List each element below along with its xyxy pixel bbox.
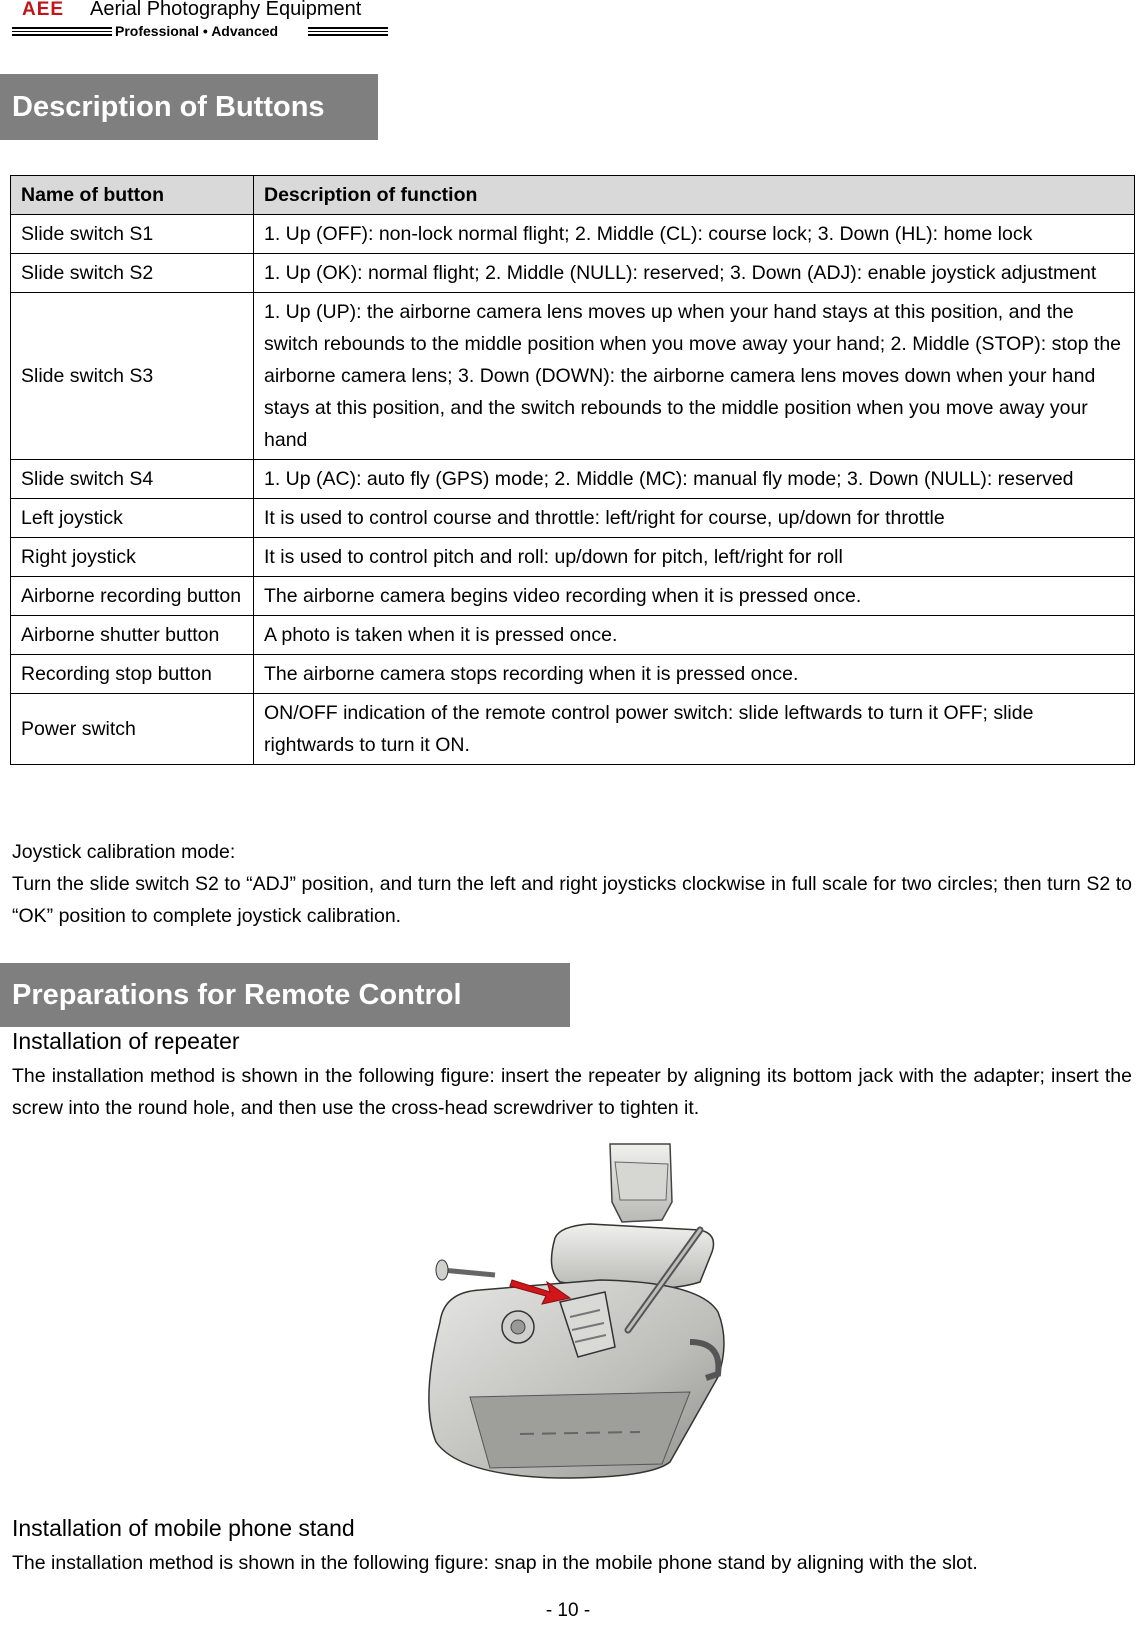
button-name: Airborne shutter button <box>11 616 254 655</box>
button-name: Right joystick <box>11 538 254 577</box>
button-description: The airborne camera begins video recording when it is pressed once. <box>254 577 1135 616</box>
button-name: Slide switch S2 <box>11 254 254 293</box>
button-name: Slide switch S1 <box>11 215 254 254</box>
calibration-text: Turn the slide switch S2 to “ADJ” position, and turn the left and right joysticks clockwise in full scale for two circles; then turn S2 to “OK” position to complete joystick calibration. <box>12 873 1132 927</box>
button-name: Slide switch S4 <box>11 460 254 499</box>
company-name: Aerial Photography Equipment <box>90 0 362 20</box>
button-description: 1. Up (UP): the airborne camera lens moves up when your hand stays at this position, and the switch rebounds to the middle position when you move away your hand; 2. Middle (STOP): stop the airborne camera lens; 3. Down (DOWN): the airborne camera lens moves down when your hand stays at this position, and the switch rebounds to the middle position when you move away your hand <box>254 293 1135 460</box>
button-description: ON/OFF indication of the remote control power switch: slide leftwards to turn it OFF; slide rightwards to turn it ON. <box>254 694 1135 765</box>
table-row <box>11 616 1135 655</box>
brand-logo: AEE <box>22 0 65 20</box>
phone-stand-text: The installation method is shown in the following figure: snap in the mobile phone stand by aligning with the slot. <box>12 1552 978 1574</box>
table-row <box>11 694 1135 765</box>
button-description: It is used to control course and throttle: left/right for course, up/down for throttle <box>254 499 1135 538</box>
table-row <box>11 460 1135 499</box>
table-row <box>11 499 1135 538</box>
button-name: Airborne recording button <box>11 577 254 616</box>
table-header-row <box>11 176 1135 215</box>
table-row <box>11 254 1135 293</box>
calibration-heading: Joystick calibration mode: <box>12 841 236 863</box>
button-name: Power switch <box>11 694 254 765</box>
page-header <box>12 0 388 42</box>
button-name: Recording stop button <box>11 655 254 694</box>
button-description: It is used to control pitch and roll: up/down for pitch, left/right for roll <box>254 538 1135 577</box>
section-title-buttons: Description of Buttons <box>0 74 378 140</box>
section-title-preparations: Preparations for Remote Control <box>0 963 570 1027</box>
table-header-name: Name of button <box>11 176 254 215</box>
button-description: A photo is taken when it is pressed once. <box>254 616 1135 655</box>
buttons-table <box>10 175 1135 765</box>
button-description: The airborne camera stops recording when it is pressed once. <box>254 655 1135 694</box>
tagline-row <box>12 23 388 41</box>
button-description: 1. Up (OFF): non-lock normal flight; 2. Middle (CL): course lock; 3. Down (HL): home lock <box>254 215 1135 254</box>
tagline: Professional • Advanced <box>115 23 279 39</box>
button-name: Slide switch S3 <box>11 293 254 460</box>
table-header-description: Description of function <box>254 176 1135 215</box>
button-name: Left joystick <box>11 499 254 538</box>
decorative-lines-left <box>12 27 112 39</box>
repeater-installation-figure <box>400 1142 745 1482</box>
table-row <box>11 538 1135 577</box>
table-row <box>11 577 1135 616</box>
table-row <box>11 655 1135 694</box>
repeater-heading: Installation of repeater <box>12 1028 240 1054</box>
remote-control-illustration <box>400 1142 745 1482</box>
decorative-lines-right <box>308 27 388 39</box>
page-number: - 10 - <box>545 1600 591 1621</box>
button-description: 1. Up (OK): normal flight; 2. Middle (NULL): reserved; 3. Down (ADJ): enable joystick adjustment <box>254 254 1135 293</box>
table-row <box>11 215 1135 254</box>
phone-stand-heading: Installation of mobile phone stand <box>12 1515 355 1541</box>
table-row <box>11 293 1135 460</box>
button-description: 1. Up (AC): auto fly (GPS) mode; 2. Middle (MC): manual fly mode; 3. Down (NULL): reserved <box>254 460 1135 499</box>
repeater-text: The installation method is shown in the following figure: insert the repeater by aligning its bottom jack with the adapter; insert the screw into the round hole, and then use the cross-head screwdriver to tighten it. <box>12 1065 1132 1119</box>
